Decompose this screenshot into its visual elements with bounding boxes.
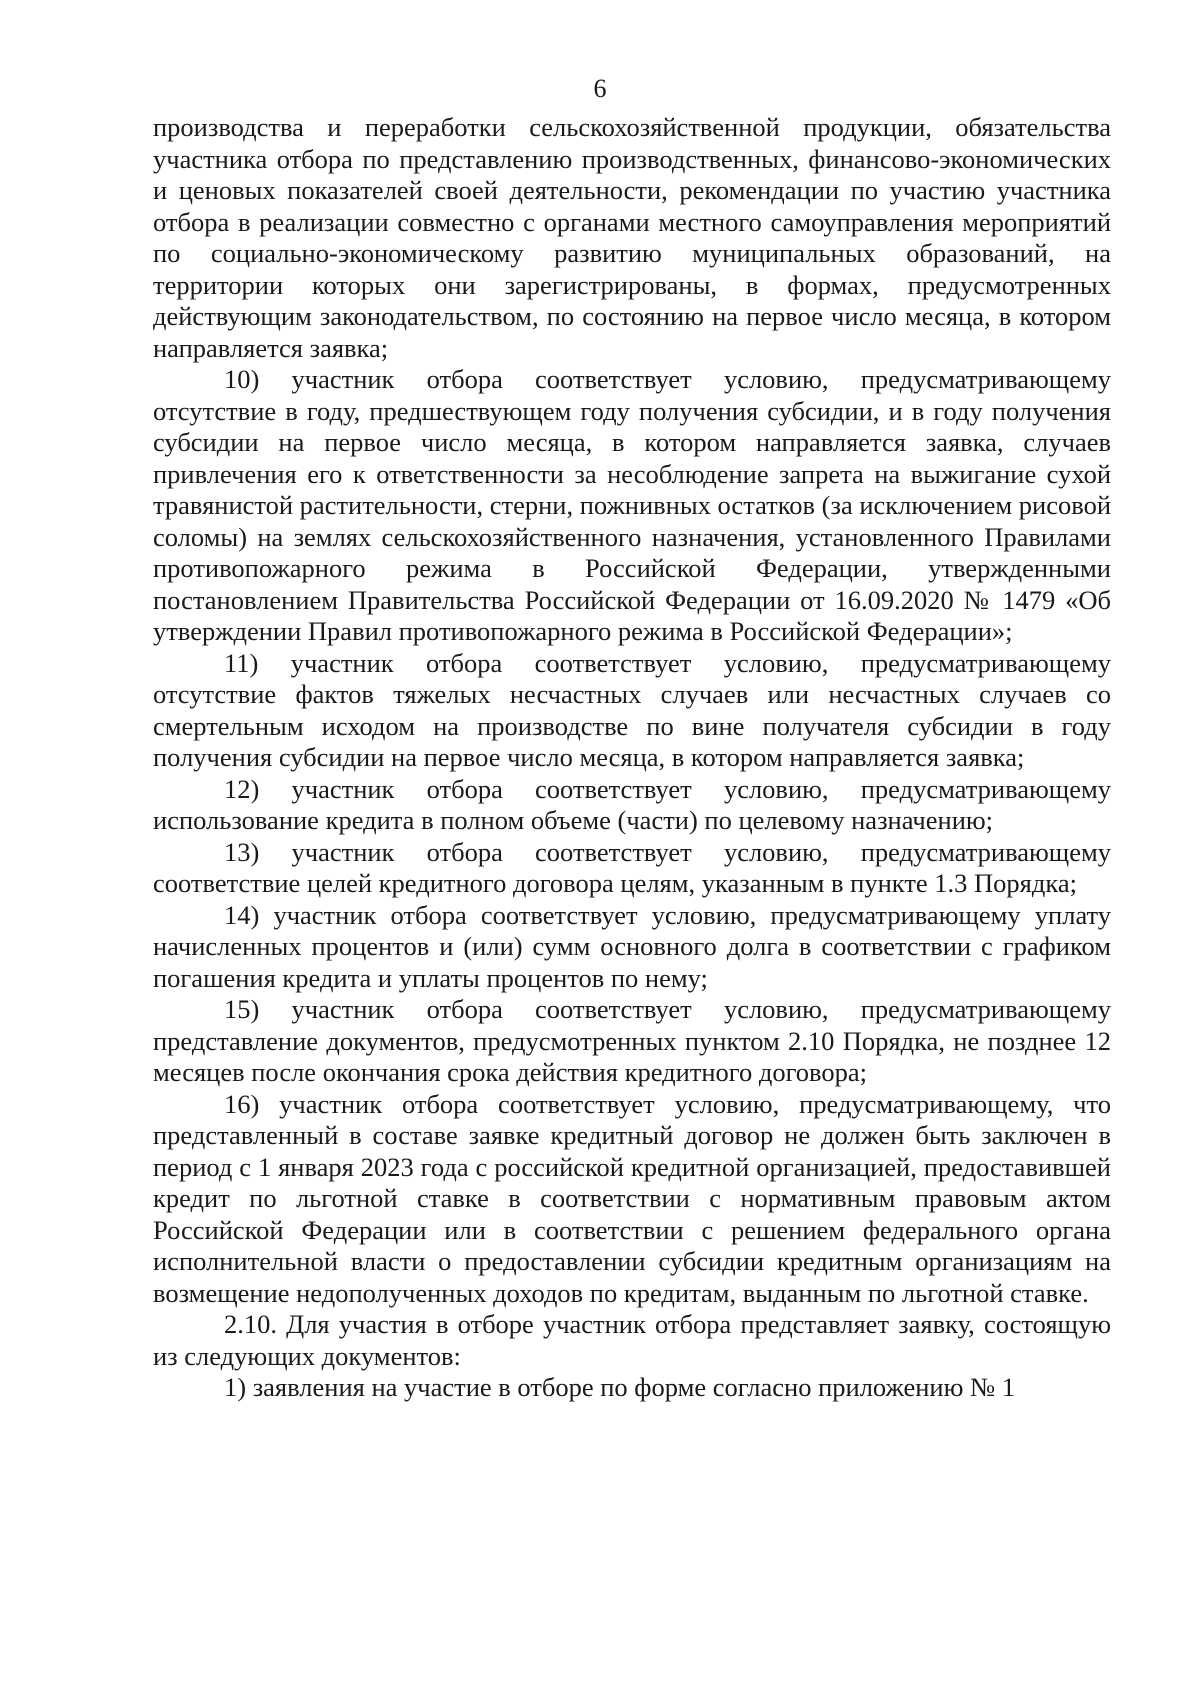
paragraph-item-12: 12) участник отбора соответствует условию, предусматривающему использование кредита в полном объеме (части) по целевому назначению;: [153, 773, 1111, 835]
paragraph-sub-item-1: 1) заявления на участие в отборе по форме согласно приложению № 1: [224, 1372, 1016, 1402]
paragraph-item-16: 16) участник отбора соответствует условию, предусматривающему, что представленный в составе заявке кредитный договор не должен быть заключен в период с 1 января 2023 года с российской кредитной организацией, предоставившей кредит по льготной ставке в соответствии с нормативным правовым актом Российской Федерации или в соответствии с решением федерального органа исполнительной власти о предоставлении субсидии кредитным организациям на возмещение недополученных доходов по кредитам, выданным по льготной ставке.: [153, 1088, 1111, 1308]
document-body: [153, 112, 1111, 1404]
page-number: 6: [593, 74, 607, 103]
paragraph-item-11: 11) участник отбора соответствует условию, предусматривающему отсутствие фактов тяжелых несчастных случаев или несчастных случаев со смертельным исходом на производстве по вине получателя субсидии в году получения субсидии на первое число месяца, в котором направляется заявка;: [153, 647, 1111, 772]
paragraph-section-2-10: 2.10. Для участия в отборе участник отбора представляет заявку, состоящую из следующих документов:: [153, 1309, 1111, 1371]
paragraph-continuation: производства и переработки сельскохозяйственной продукции, обязательства участника отбора по представлению производственных, финансово-экономических и ценовых показателей своей деятельности, рекомендации по участию участника отбора в реализации совместно с органами местного самоуправления мероприятий по социально-экономическому развитию муниципальных образований, на территории которых они зарегистрированы, в формах, предусмотренных действующим законодательством, по состоянию на первое число месяца, в котором направляется заявка;: [153, 112, 1111, 363]
paragraph-item-15: 15) участник отбора соответствует условию, предусматривающему представление документов, предусмотренных пунктом 2.10 Порядка, не позднее 12 месяцев после окончания срока действия кредитного договора;: [153, 994, 1111, 1087]
paragraph-item-13: 13) участник отбора соответствует условию, предусматривающему соответствие целей кредитного договора целям, указанным в пункте 1.3 Порядка;: [153, 836, 1111, 898]
paragraph-item-10: 10) участник отбора соответствует условию, предусматривающему отсутствие в году, предшествующем году получения субсидии, и в году получения субсидии на первое число месяца, в котором направляется заявка, случаев привлечения его к ответственности за несоблюдение запрета на выжигание сухой травянистой растительности, стерни, пожнивных остатков (за исключением рисовой соломы) на землях сельскохозяйственного назначения, установленного Правилами противопожарного режима в Российской Федерации, утвержденными постановлением Правительства Российской Федерации от 16.09.2020 № 1479 «Об утверждении Правил противопожарного режима в Российской Федерации»;: [153, 364, 1111, 646]
paragraph-item-14: 14) участник отбора соответствует условию, предусматривающему уплату начисленных процентов и (или) сумм основного долга в соответствии с графиком погашения кредита и уплаты процентов по нему;: [153, 899, 1111, 993]
